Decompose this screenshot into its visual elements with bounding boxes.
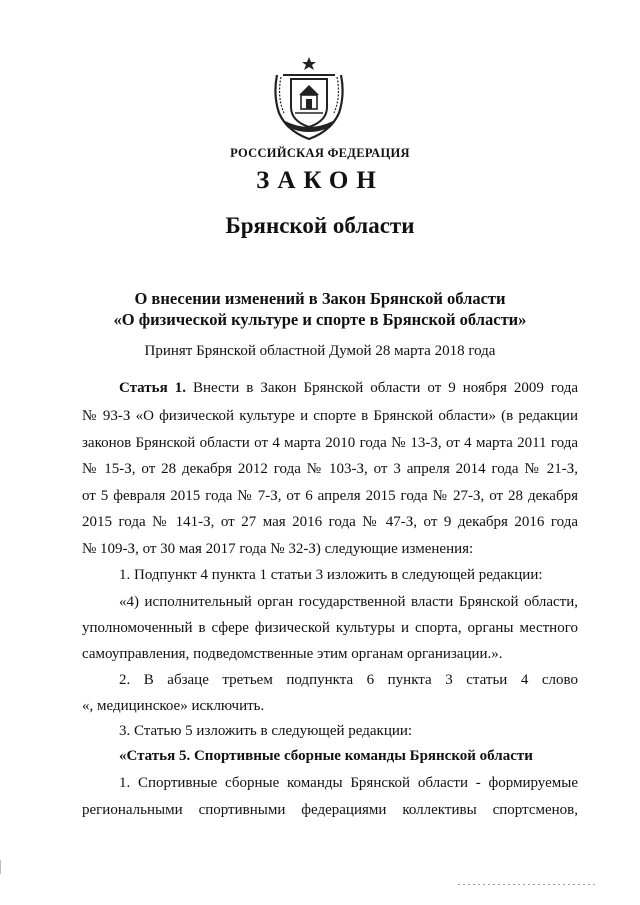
body-line: № 109-З, от 30 мая 2017 года № 32-З) следующие изменения: bbox=[82, 541, 474, 557]
document-type-heading: ЗАКОН bbox=[256, 167, 384, 194]
body-line bbox=[119, 378, 578, 398]
law-title-line-1: О внесении изменений в Закон Брянской области bbox=[134, 289, 506, 308]
body-line: «4) исполнительный орган государственной власти Брянской области, bbox=[119, 594, 578, 610]
article-5-heading: «Статья 5. Спортивные сборные команды Брянской области bbox=[119, 748, 533, 764]
body-line: № 93-З «О физической культуре и спорте в Брянской области» (в редакции bbox=[82, 408, 578, 424]
body-line: региональными спортивными федерациями коллективы спортсменов, bbox=[82, 802, 578, 818]
country-heading: РОССИЙСКАЯ ФЕДЕРАЦИЯ bbox=[230, 146, 410, 160]
body-line: законов Брянской области от 4 марта 2010 года № 13-З, от 4 марта 2011 года bbox=[82, 435, 578, 451]
adoption-note: Принят Брянской областной Думой 28 марта 2018 года bbox=[144, 343, 496, 359]
body-line-text: Внести в Закон Брянской области от 9 ноября 2009 года bbox=[192, 380, 579, 396]
law-title-line-2: «О физической культуре и спорте в Брянской области» bbox=[113, 310, 527, 329]
body-line: самоуправления, подведомственные этим органам организации.». bbox=[82, 646, 503, 662]
body-line: от 5 февраля 2015 года № 7-З, от 6 апреля 2015 года № 27-З, от 28 декабря bbox=[82, 488, 578, 504]
body-line: 3. Статью 5 изложить в следующей редакции: bbox=[119, 723, 413, 739]
body-line: 1. Подпункт 4 пункта 1 статьи 3 изложить в следующей редакции: bbox=[119, 567, 543, 583]
body-line: 1. Спортивные сборные команды Брянской области - формируемые bbox=[119, 775, 578, 791]
body-line: 2015 года № 141-З, от 27 мая 2016 года № 47-З, от 9 декабря 2016 года bbox=[82, 514, 578, 530]
article-label: Статья 1. bbox=[119, 380, 186, 396]
body-line: 2. В абзаце третьем подпункта 6 пункта 3 статьи 4 слово bbox=[119, 672, 578, 688]
scan-edge-mark bbox=[0, 860, 1, 874]
region-heading: Брянской области bbox=[225, 213, 415, 238]
scan-dotted-mark bbox=[458, 884, 598, 885]
body-line: уполномоченный в сфере физической культуры и спорта, органы местного bbox=[82, 620, 578, 636]
coat-of-arms-emblem bbox=[271, 55, 347, 141]
body-line: «, медицинское» исключить. bbox=[82, 698, 265, 714]
body-line: № 15-З, от 28 декабря 2012 года № 103-З, от 3 апреля 2014 года № 21-З, bbox=[82, 461, 578, 477]
